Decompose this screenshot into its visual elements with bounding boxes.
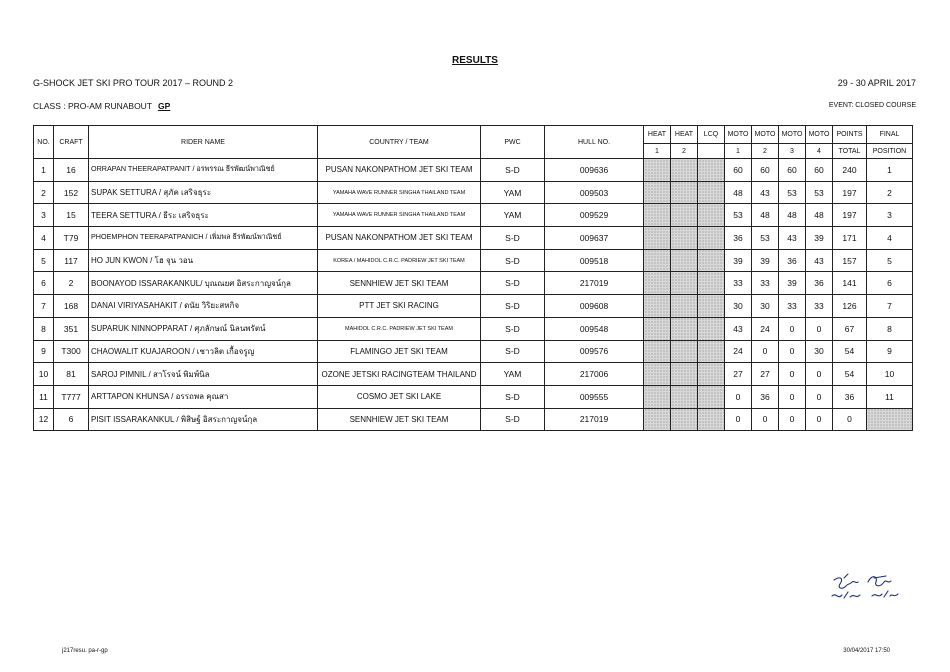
- header-lcq: LCQ: [698, 126, 725, 144]
- result-row: [34, 227, 913, 250]
- row-heat-2: [671, 385, 698, 408]
- row-craft: 81: [54, 363, 89, 386]
- header-row: [34, 126, 913, 144]
- row-heat-2: [671, 204, 698, 227]
- header-moto-4-num: 4: [806, 144, 833, 159]
- row-hull: 009529: [545, 204, 644, 227]
- row-final: 11: [867, 385, 913, 408]
- row-moto-3: 48: [779, 204, 806, 227]
- row-final: 1: [867, 159, 913, 182]
- row-moto-2: 0: [752, 408, 779, 431]
- row-moto-2: 39: [752, 249, 779, 272]
- row-moto-1: 36: [725, 227, 752, 250]
- row-team: PUSAN NAKONPATHOM JET SKI TEAM: [318, 159, 481, 182]
- row-heat-2: [671, 181, 698, 204]
- row-heat-2: [671, 159, 698, 182]
- row-heat-2: [671, 363, 698, 386]
- row-moto-4: 33: [806, 295, 833, 318]
- result-row: [34, 340, 913, 363]
- row-no: 11: [34, 385, 54, 408]
- row-points: 197: [833, 204, 867, 227]
- header-moto-2-num: 2: [752, 144, 779, 159]
- row-pwc: S-D: [481, 317, 545, 340]
- row-moto-2: 43: [752, 181, 779, 204]
- row-moto-2: 53: [752, 227, 779, 250]
- row-final: 3: [867, 204, 913, 227]
- header-heat-1-num: 1: [644, 144, 671, 159]
- row-heat-1: [644, 317, 671, 340]
- row-team: YAMAHA WAVE RUNNER SINGHA THAILAND TEAM: [318, 204, 481, 227]
- row-pwc: S-D: [481, 408, 545, 431]
- row-points: 240: [833, 159, 867, 182]
- row-moto-3: 0: [779, 363, 806, 386]
- header-points: POINTS: [833, 126, 867, 144]
- row-hull: 009503: [545, 181, 644, 204]
- row-craft: 168: [54, 295, 89, 318]
- row-moto-1: 0: [725, 385, 752, 408]
- row-heat-1: [644, 385, 671, 408]
- row-moto-4: 0: [806, 408, 833, 431]
- row-lcq: [698, 295, 725, 318]
- row-moto-3: 0: [779, 408, 806, 431]
- row-rider: SUPARUK NINNOPPARAT / ศุภลักษณ์ นิลนพรัตน์: [89, 317, 318, 340]
- row-lcq: [698, 204, 725, 227]
- row-no: 3: [34, 204, 54, 227]
- header-heat-1: HEAT: [644, 126, 671, 144]
- row-craft: 2: [54, 272, 89, 295]
- row-pwc: YAM: [481, 363, 545, 386]
- row-moto-4: 43: [806, 249, 833, 272]
- row-points: 54: [833, 340, 867, 363]
- row-moto-3: 0: [779, 340, 806, 363]
- row-moto-3: 0: [779, 317, 806, 340]
- row-lcq: [698, 181, 725, 204]
- header-moto-2: MOTO: [752, 126, 779, 144]
- row-moto-4: 39: [806, 227, 833, 250]
- row-no: 10: [34, 363, 54, 386]
- header-hull: HULL NO.: [545, 126, 644, 159]
- row-moto-3: 43: [779, 227, 806, 250]
- result-row: [34, 408, 913, 431]
- row-moto-4: 30: [806, 340, 833, 363]
- row-points: 54: [833, 363, 867, 386]
- row-points: 0: [833, 408, 867, 431]
- row-craft: 16: [54, 159, 89, 182]
- results-body: [34, 159, 913, 431]
- row-moto-3: 33: [779, 295, 806, 318]
- footer-timestamp: 30/04/2017 17:50: [843, 648, 890, 654]
- row-moto-1: 0: [725, 408, 752, 431]
- row-heat-1: [644, 159, 671, 182]
- row-moto-3: 36: [779, 249, 806, 272]
- row-rider: DANAI VIRIYASAHAKIT / ดนัย วิริยะสหกิจ: [89, 295, 318, 318]
- row-lcq: [698, 272, 725, 295]
- row-moto-2: 48: [752, 204, 779, 227]
- header-team: COUNTRY / TEAM: [318, 126, 481, 159]
- row-pwc: S-D: [481, 340, 545, 363]
- row-moto-1: 24: [725, 340, 752, 363]
- row-team: YAMAHA WAVE RUNNER SINGHA THAILAND TEAM: [318, 181, 481, 204]
- row-heat-2: [671, 317, 698, 340]
- row-moto-4: 60: [806, 159, 833, 182]
- row-pwc: S-D: [481, 159, 545, 182]
- row-craft: T300: [54, 340, 89, 363]
- event-name: G-SHOCK JET SKI PRO TOUR 2017 – ROUND 2: [33, 78, 234, 88]
- row-moto-1: 48: [725, 181, 752, 204]
- row-moto-2: 24: [752, 317, 779, 340]
- row-moto-2: 36: [752, 385, 779, 408]
- header-moto-1-num: 1: [725, 144, 752, 159]
- row-heat-2: [671, 408, 698, 431]
- result-row: [34, 385, 913, 408]
- header-lcq-sub: [698, 144, 725, 159]
- row-moto-3: 53: [779, 181, 806, 204]
- result-row: [34, 317, 913, 340]
- row-no: 8: [34, 317, 54, 340]
- row-lcq: [698, 159, 725, 182]
- row-heat-1: [644, 363, 671, 386]
- row-rider: ARTTAPON KHUNSA / อรรถพล คุณสา: [89, 385, 318, 408]
- row-final: 6: [867, 272, 913, 295]
- row-hull: 217006: [545, 363, 644, 386]
- header-craft: CRAFT: [54, 126, 89, 159]
- row-team: MAHIDOL C.R.C. PADRIEW JET SKI TEAM: [318, 317, 481, 340]
- result-row: [34, 272, 913, 295]
- results-table: [33, 125, 913, 431]
- row-rider: PHOEMPHON TEERAPATPANICH / เพิ่มพล ธีรพัฒน์พาณิชย์: [89, 227, 318, 250]
- row-rider: ORRAPAN THEERAPATPANIT / อรพรรณ ธีรพัฒน์พาณิชย์: [89, 159, 318, 182]
- row-moto-4: 0: [806, 385, 833, 408]
- row-craft: 152: [54, 181, 89, 204]
- header-moto-4: MOTO: [806, 126, 833, 144]
- row-hull: 009608: [545, 295, 644, 318]
- row-moto-1: 39: [725, 249, 752, 272]
- row-heat-1: [644, 295, 671, 318]
- row-no: 9: [34, 340, 54, 363]
- row-heat-1: [644, 204, 671, 227]
- row-hull: 009548: [545, 317, 644, 340]
- event-type: EVENT: CLOSED COURSE: [828, 102, 916, 109]
- class-code: GP: [158, 101, 171, 111]
- row-final: 8: [867, 317, 913, 340]
- row-pwc: S-D: [481, 227, 545, 250]
- row-moto-4: 0: [806, 363, 833, 386]
- row-no: 6: [34, 272, 54, 295]
- row-craft: 351: [54, 317, 89, 340]
- row-lcq: [698, 317, 725, 340]
- row-team: KOREA / MAHIDOL C.R.C. PADRIEW JET SKI TEAM: [318, 249, 481, 272]
- row-lcq: [698, 227, 725, 250]
- row-moto-1: 60: [725, 159, 752, 182]
- row-pwc: S-D: [481, 295, 545, 318]
- row-craft: 117: [54, 249, 89, 272]
- row-heat-2: [671, 340, 698, 363]
- row-rider: SUPAK SETTURA / สุภัค เสริจธุระ: [89, 181, 318, 204]
- header-final: FINAL: [867, 126, 913, 144]
- row-team: FLAMINGO JET SKI TEAM: [318, 340, 481, 363]
- row-hull: 009636: [545, 159, 644, 182]
- row-pwc: S-D: [481, 385, 545, 408]
- row-moto-2: 0: [752, 340, 779, 363]
- row-moto-3: 0: [779, 385, 806, 408]
- result-row: [34, 363, 913, 386]
- header-heat-2-num: 2: [671, 144, 698, 159]
- row-no: 2: [34, 181, 54, 204]
- header-pwc: PWC: [481, 126, 545, 159]
- header-moto-3: MOTO: [779, 126, 806, 144]
- row-points: 171: [833, 227, 867, 250]
- row-moto-1: 33: [725, 272, 752, 295]
- row-heat-2: [671, 272, 698, 295]
- row-craft: T79: [54, 227, 89, 250]
- row-no: 5: [34, 249, 54, 272]
- row-final: [867, 408, 913, 431]
- result-row: [34, 159, 913, 182]
- row-no: 4: [34, 227, 54, 250]
- row-moto-1: 27: [725, 363, 752, 386]
- row-rider: PISIT ISSARAKANKUL / พิสิษฐ์ อิสระกาญจน์กุล: [89, 408, 318, 431]
- header-moto-1: MOTO: [725, 126, 752, 144]
- row-hull: 009555: [545, 385, 644, 408]
- result-row: [34, 181, 913, 204]
- row-heat-2: [671, 249, 698, 272]
- row-craft: 15: [54, 204, 89, 227]
- result-row: [34, 295, 913, 318]
- row-team: SENNHIEW JET SKI TEAM: [318, 272, 481, 295]
- row-team: COSMO JET SKI LAKE: [318, 385, 481, 408]
- row-heat-1: [644, 227, 671, 250]
- row-team: PUSAN NAKONPATHOM JET SKI TEAM: [318, 227, 481, 250]
- row-moto-3: 39: [779, 272, 806, 295]
- header-final-position: POSITION: [867, 144, 913, 159]
- event-date: 29 - 30 APRIL 2017: [837, 78, 916, 88]
- row-team: OZONE JETSKI RACINGTEAM THAILAND: [318, 363, 481, 386]
- row-pwc: S-D: [481, 249, 545, 272]
- row-rider: TEERA SETTURA / ธีระ เสริจธุระ: [89, 204, 318, 227]
- header-points-total: TOTAL: [833, 144, 867, 159]
- row-lcq: [698, 340, 725, 363]
- row-moto-4: 36: [806, 272, 833, 295]
- document-title: RESULTS: [452, 55, 498, 66]
- header-heat-2: HEAT: [671, 126, 698, 144]
- row-heat-1: [644, 272, 671, 295]
- row-moto-2: 27: [752, 363, 779, 386]
- row-final: 2: [867, 181, 913, 204]
- row-points: 197: [833, 181, 867, 204]
- row-craft: 6: [54, 408, 89, 431]
- row-no: 1: [34, 159, 54, 182]
- result-row: [34, 249, 913, 272]
- header-rider: RIDER NAME: [89, 126, 318, 159]
- row-moto-1: 53: [725, 204, 752, 227]
- row-final: 4: [867, 227, 913, 250]
- row-no: 7: [34, 295, 54, 318]
- row-lcq: [698, 249, 725, 272]
- row-moto-1: 30: [725, 295, 752, 318]
- row-points: 141: [833, 272, 867, 295]
- row-moto-1: 43: [725, 317, 752, 340]
- row-hull: 217019: [545, 272, 644, 295]
- row-moto-3: 60: [779, 159, 806, 182]
- row-points: 36: [833, 385, 867, 408]
- row-points: 67: [833, 317, 867, 340]
- row-heat-1: [644, 408, 671, 431]
- row-final: 10: [867, 363, 913, 386]
- row-final: 7: [867, 295, 913, 318]
- row-hull: 217019: [545, 408, 644, 431]
- row-points: 126: [833, 295, 867, 318]
- row-rider: SAROJ PIMNIL / สาโรจน์ พิมพ์นิล: [89, 363, 318, 386]
- row-team: SENNHIEW JET SKI TEAM: [318, 408, 481, 431]
- row-final: 5: [867, 249, 913, 272]
- row-heat-2: [671, 295, 698, 318]
- row-heat-1: [644, 249, 671, 272]
- row-points: 157: [833, 249, 867, 272]
- row-moto-2: 30: [752, 295, 779, 318]
- row-team: PTT JET SKI RACING: [318, 295, 481, 318]
- result-row: [34, 204, 913, 227]
- row-craft: T777: [54, 385, 89, 408]
- row-hull: 009518: [545, 249, 644, 272]
- row-no: 12: [34, 408, 54, 431]
- row-heat-2: [671, 227, 698, 250]
- class-line: [33, 101, 170, 111]
- row-lcq: [698, 385, 725, 408]
- row-moto-2: 60: [752, 159, 779, 182]
- row-rider: HO JUN KWON / โฮ จุน วอน: [89, 249, 318, 272]
- header-moto-3-num: 3: [779, 144, 806, 159]
- row-final: 9: [867, 340, 913, 363]
- header-no: NO.: [34, 126, 54, 159]
- handwritten-signature: [828, 570, 908, 610]
- footer-file-ref: j217resu. pa-r-gp: [62, 648, 108, 654]
- row-lcq: [698, 363, 725, 386]
- row-lcq: [698, 408, 725, 431]
- row-moto-4: 48: [806, 204, 833, 227]
- class-label: CLASS : PRO-AM RUNABOUT: [33, 101, 153, 111]
- row-pwc: S-D: [481, 272, 545, 295]
- row-heat-1: [644, 340, 671, 363]
- row-heat-1: [644, 181, 671, 204]
- row-pwc: YAM: [481, 204, 545, 227]
- row-rider: CHAOWALIT KUAJAROON / เชาวลิต เกื้อจรูญ: [89, 340, 318, 363]
- row-moto-4: 53: [806, 181, 833, 204]
- row-rider: BOONAYOD ISSARAKANKUL/ บุณณยศ อิสระกาญจน์กุล: [89, 272, 318, 295]
- row-pwc: YAM: [481, 181, 545, 204]
- row-moto-4: 0: [806, 317, 833, 340]
- row-moto-2: 33: [752, 272, 779, 295]
- row-hull: 009637: [545, 227, 644, 250]
- row-hull: 009576: [545, 340, 644, 363]
